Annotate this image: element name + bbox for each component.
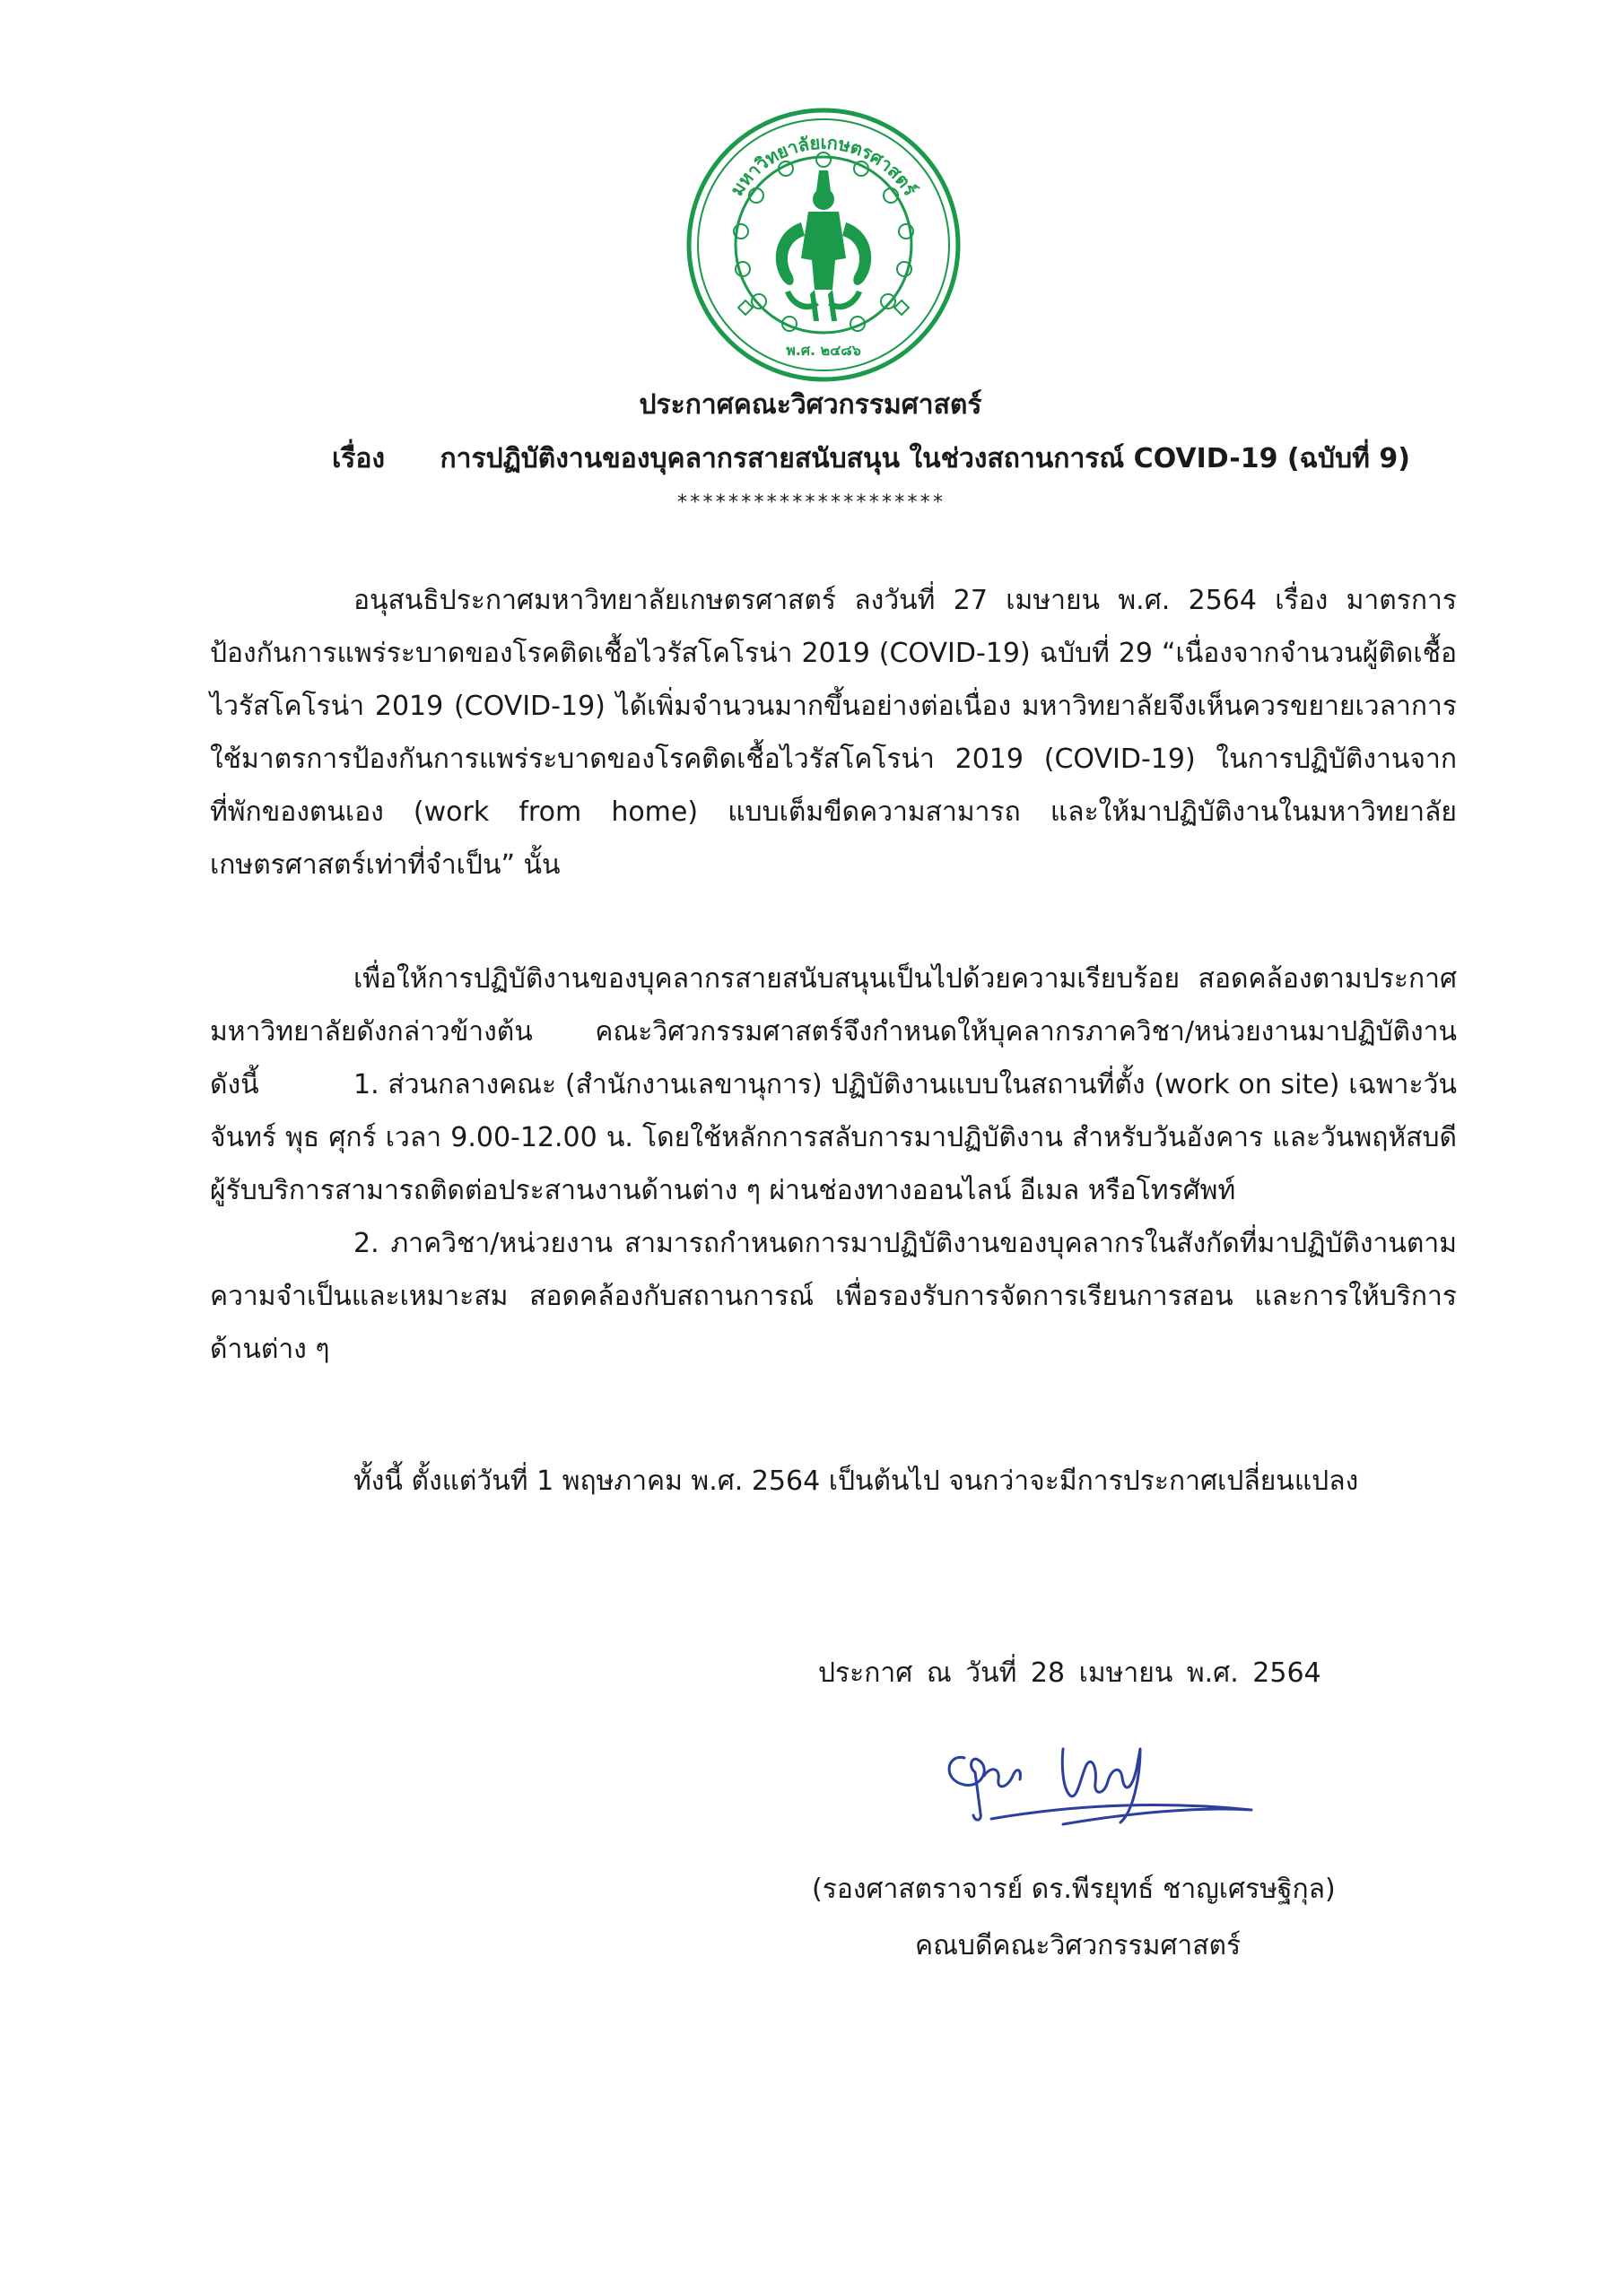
list-item-1-text: 1. ส่วนกลางคณะ (สำนักงานเลขานุการ) ปฏิบัติงานแบบในสถานที่ตั้ง (work on site) เฉพาะวันจันทร์ พุธ ศุกร์ เวลา 9.00-12.00 น. โดยใช้หลักการสลับการมาปฏิบัติงาน สำหรับวันอังคาร และวันพฤหัสบดี ผู้รับบริการสามารถติดต่อประสานงานด้านต่าง ๆ ผ่านช่องทางออนไลน์ อีเมล หรือโทรศัพท์ [210, 1069, 1457, 1206]
list-item-2-text: 2. ภาควิชา/หน่วยงาน สามารถกำหนดการมาปฏิบัติงานของบุคลากรในสังกัดที่มาปฏิบัติงานตามความจำเป็นและเหมาะสม สอดคล้องกับสถานการณ์ เพื่อรองรับการจัดการเรียนการสอน และการให้บริการด้านต่าง ๆ [210, 1228, 1457, 1365]
effective-date-paragraph [210, 1455, 1457, 1508]
seal-text-bottom: พ.ศ. ๒๔๘๖ [786, 342, 861, 359]
signer-name: (รองศาสตราจารย์ ดร.พีรยุทธ์ ชาญเศรษฐิกุล) [812, 1874, 1336, 1905]
subject-label: เรื่อง [332, 443, 386, 474]
list-item-1 [210, 1058, 1457, 1217]
announcement-title: ประกาศคณะวิศวกรรมศาสตร์ [639, 389, 982, 421]
body-paragraph-1 [210, 574, 1457, 891]
effective-date-text: ทั้งนี้ ตั้งแต่วันที่ 1 พฤษภาคม พ.ศ. 2564 เป็นต้นไป จนกว่าจะมีการประกาศเปลี่ยนแปลง [353, 1465, 1359, 1497]
list-item-2 [210, 1217, 1457, 1376]
dean-signature-image [928, 1713, 1269, 1839]
university-seal-logo [684, 106, 963, 384]
subject-text: การปฏิบัติงานของบุคลากรสายสนับสนุน ในช่วงสถานการณ์ COVID-19 (ฉบับที่ 9) [440, 443, 1410, 474]
signer-position: คณบดีคณะวิศวกรรมศาสตร์ [915, 1930, 1242, 1961]
paragraph-1-text: อนุสนธิประกาศมหาวิทยาลัยเกษตรศาสตร์ ลงวันที่ 27 เมษายน พ.ศ. 2564 เรื่อง มาตรการป้องกันการแพร่ระบาดของโรคติดเชื้อไวรัสโคโรน่า 2019 (COVID-19) ฉบับที่ 29 “เนื่องจากจำนวนผู้ติดเชื้อไวรัสโคโรน่า 2019 (COVID-19) ได้เพิ่มจำนวนมากขึ้นอย่างต่อเนื่อง มหาวิทยาลัยจึงเห็นควรขยายเวลาการใช้มาตรการป้องกันการแพร่ระบาดของโรคติดเชื้อไวรัสโคโรน่า 2019 (COVID-19) ในการปฏิบัติงานจากที่พักของตนเอง (work from home) แบบเต็มขีดความสามารถ และให้มาปฏิบัติงานในมหาวิทยาลัยเกษตรศาสตร์เท่าที่จำเป็น” นั้น [210, 585, 1457, 881]
separator-line: ********************* [675, 491, 946, 514]
announcement-date: ประกาศ ณ วันที่ 28 เมษายน พ.ศ. 2564 [818, 1657, 1321, 1689]
paragraph-2-text: เพื่อให้การปฏิบัติงานของบุคลากรสายสนับสนุนเป็นไปด้วยความเรียบร้อย สอดคล้องตามประกาศมหาวิทยาลัยดังกล่าวข้างต้น คณะวิศวกรรมศาสตร์จึงกำหนดให้บุคลากรภาควิชา/หน่วยงานมาปฏิบัติงาน ดังนี้ [210, 963, 1457, 1100]
seal-text-top: มหาวิทยาลัยเกษตรศาสตร์ [726, 131, 922, 200]
announcement-subject [332, 438, 1410, 480]
